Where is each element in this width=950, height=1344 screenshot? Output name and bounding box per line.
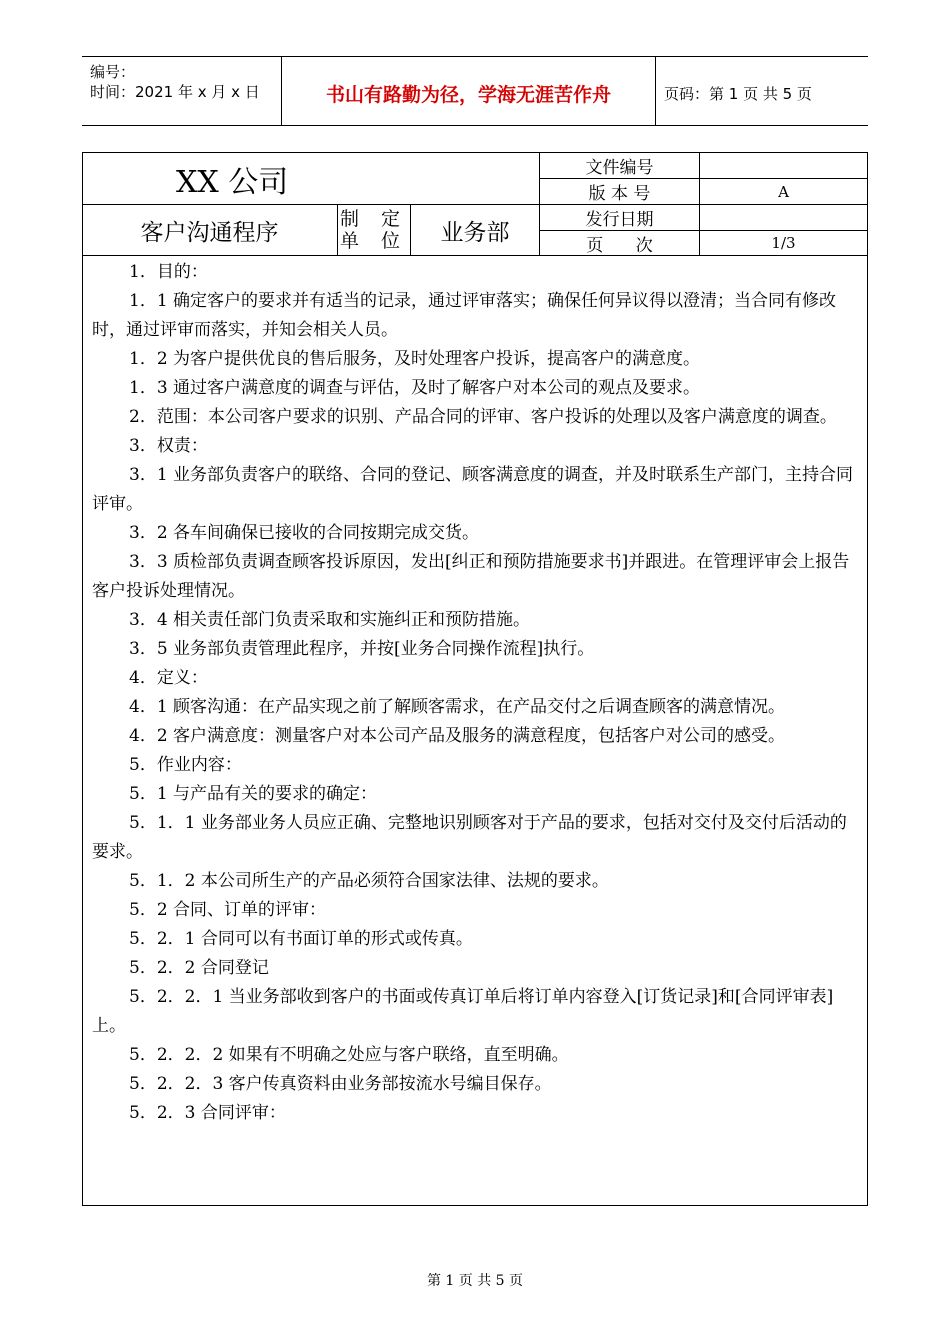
header-bottom-rule [82, 125, 868, 126]
doc-number-label: 文件编号 [585, 158, 654, 178]
paragraph: 5．1 与产品有关的要求的确定： [129, 784, 378, 804]
header-page-info: 页码：第 1 页 共 5 页 [664, 85, 812, 103]
paragraph: 5．2．1 合同可以有书面订单的形式或传真。 [129, 929, 473, 949]
paragraph: 5．2 合同、订单的评审： [129, 900, 327, 920]
header-meta [90, 62, 260, 102]
paragraph: 4．1 顾客沟通：在产品实现之前了解顾客需求，在产品交付之后调查顾客的满意情况。 [129, 697, 786, 717]
document-number-label: 编号： [90, 63, 136, 81]
version-value: A [778, 182, 789, 201]
paragraph: 3．权责： [129, 436, 208, 456]
page-footer: 第 1 页 共 5 页 [426, 1273, 524, 1289]
paragraph: 1．1 确定客户的要求并有适当的记录，通过评审落实；确保任何异议得以澄清；当合同有修改时，通过评审而落实，并知会相关人员。 [92, 291, 837, 340]
issuing-unit-label: 制 定 单 位 [339, 208, 409, 252]
document-time: 时间：2021 年 x 月 x 日 [90, 83, 260, 101]
paragraph: 3．2 各车间确保已接收的合同按期完成交货。 [129, 523, 480, 543]
paragraph: 4．2 客户满意度：测量客户对本公司产品及服务的满意程度，包括客户对公司的感受。 [129, 726, 786, 746]
issue-date-label: 发行日期 [585, 210, 654, 230]
page-count-value: 1/3 [771, 234, 796, 252]
paragraph: 4．定义： [129, 668, 208, 688]
paragraph: 1．2 为客户提供优良的售后服务，及时处理客户投诉，提高客户的满意度。 [129, 349, 701, 369]
paragraph: 1．3 通过客户满意度的调查与评估，及时了解客户对本公司的观点及要求。 [129, 378, 701, 398]
paragraph: 5．1．2 本公司所生产的产品必须符合国家法律、法规的要求。 [129, 871, 609, 891]
version-label: 版 本 号 [588, 184, 651, 204]
procedure-body [92, 258, 862, 1128]
paragraph: 2．范围：本公司客户要求的识别、产品合同的评审、客户投诉的处理以及客户满意度的调查。 [129, 407, 837, 427]
paragraph: 5．2．2．1 当业务部收到客户的书面或传真订单后将订单内容登入[订货记录]和[合同评审表]上。 [92, 987, 834, 1036]
header-top-rule [82, 56, 868, 57]
company-name: XX 公司 [176, 164, 289, 200]
header-motto: 书山有路勤为径，学海无涯苦作舟 [325, 84, 611, 106]
paragraph: 5．1．1 业务部业务人员应正确、完整地识别顾客对于产品的要求，包括对交付及交付后活动的要求。 [92, 813, 847, 862]
issuing-unit-value: 业务部 [440, 219, 510, 246]
header-divider-2 [655, 56, 656, 126]
paragraph: 3．5 业务部负责管理此程序，并按[业务合同操作流程]执行。 [129, 639, 595, 659]
paragraph: 5．2．2．2 如果有不明确之处应与客户联络，直至明确。 [129, 1045, 569, 1065]
issue-date-value [700, 205, 867, 230]
paragraph: 3．4 相关责任部门负责采取和实施纠正和预防措施。 [129, 610, 531, 630]
page-count-label: 页 次 [586, 235, 653, 256]
paragraph: 1．目的： [129, 262, 208, 282]
paragraph: 5．2．2．3 客户传真资料由业务部按流水号编目保存。 [129, 1074, 552, 1094]
paragraph: 3．3 质检部负责调查顾客投诉原因，发出[纠正和预防措施要求书]并跟进。在管理评审会上报告客户投诉处理情况。 [92, 552, 850, 601]
doc-number-value [700, 153, 867, 178]
paragraph: 3．1 业务部负责客户的联络、合同的登记、顾客满意度的调查，并及时联系生产部门，主持合同评审。 [92, 465, 854, 514]
paragraph: 5．2．3 合同评审： [129, 1103, 286, 1123]
paragraph: 5．2．2 合同登记 [129, 958, 269, 978]
paragraph: 5．作业内容： [129, 755, 242, 775]
procedure-title: 客户沟通程序 [140, 219, 279, 246]
